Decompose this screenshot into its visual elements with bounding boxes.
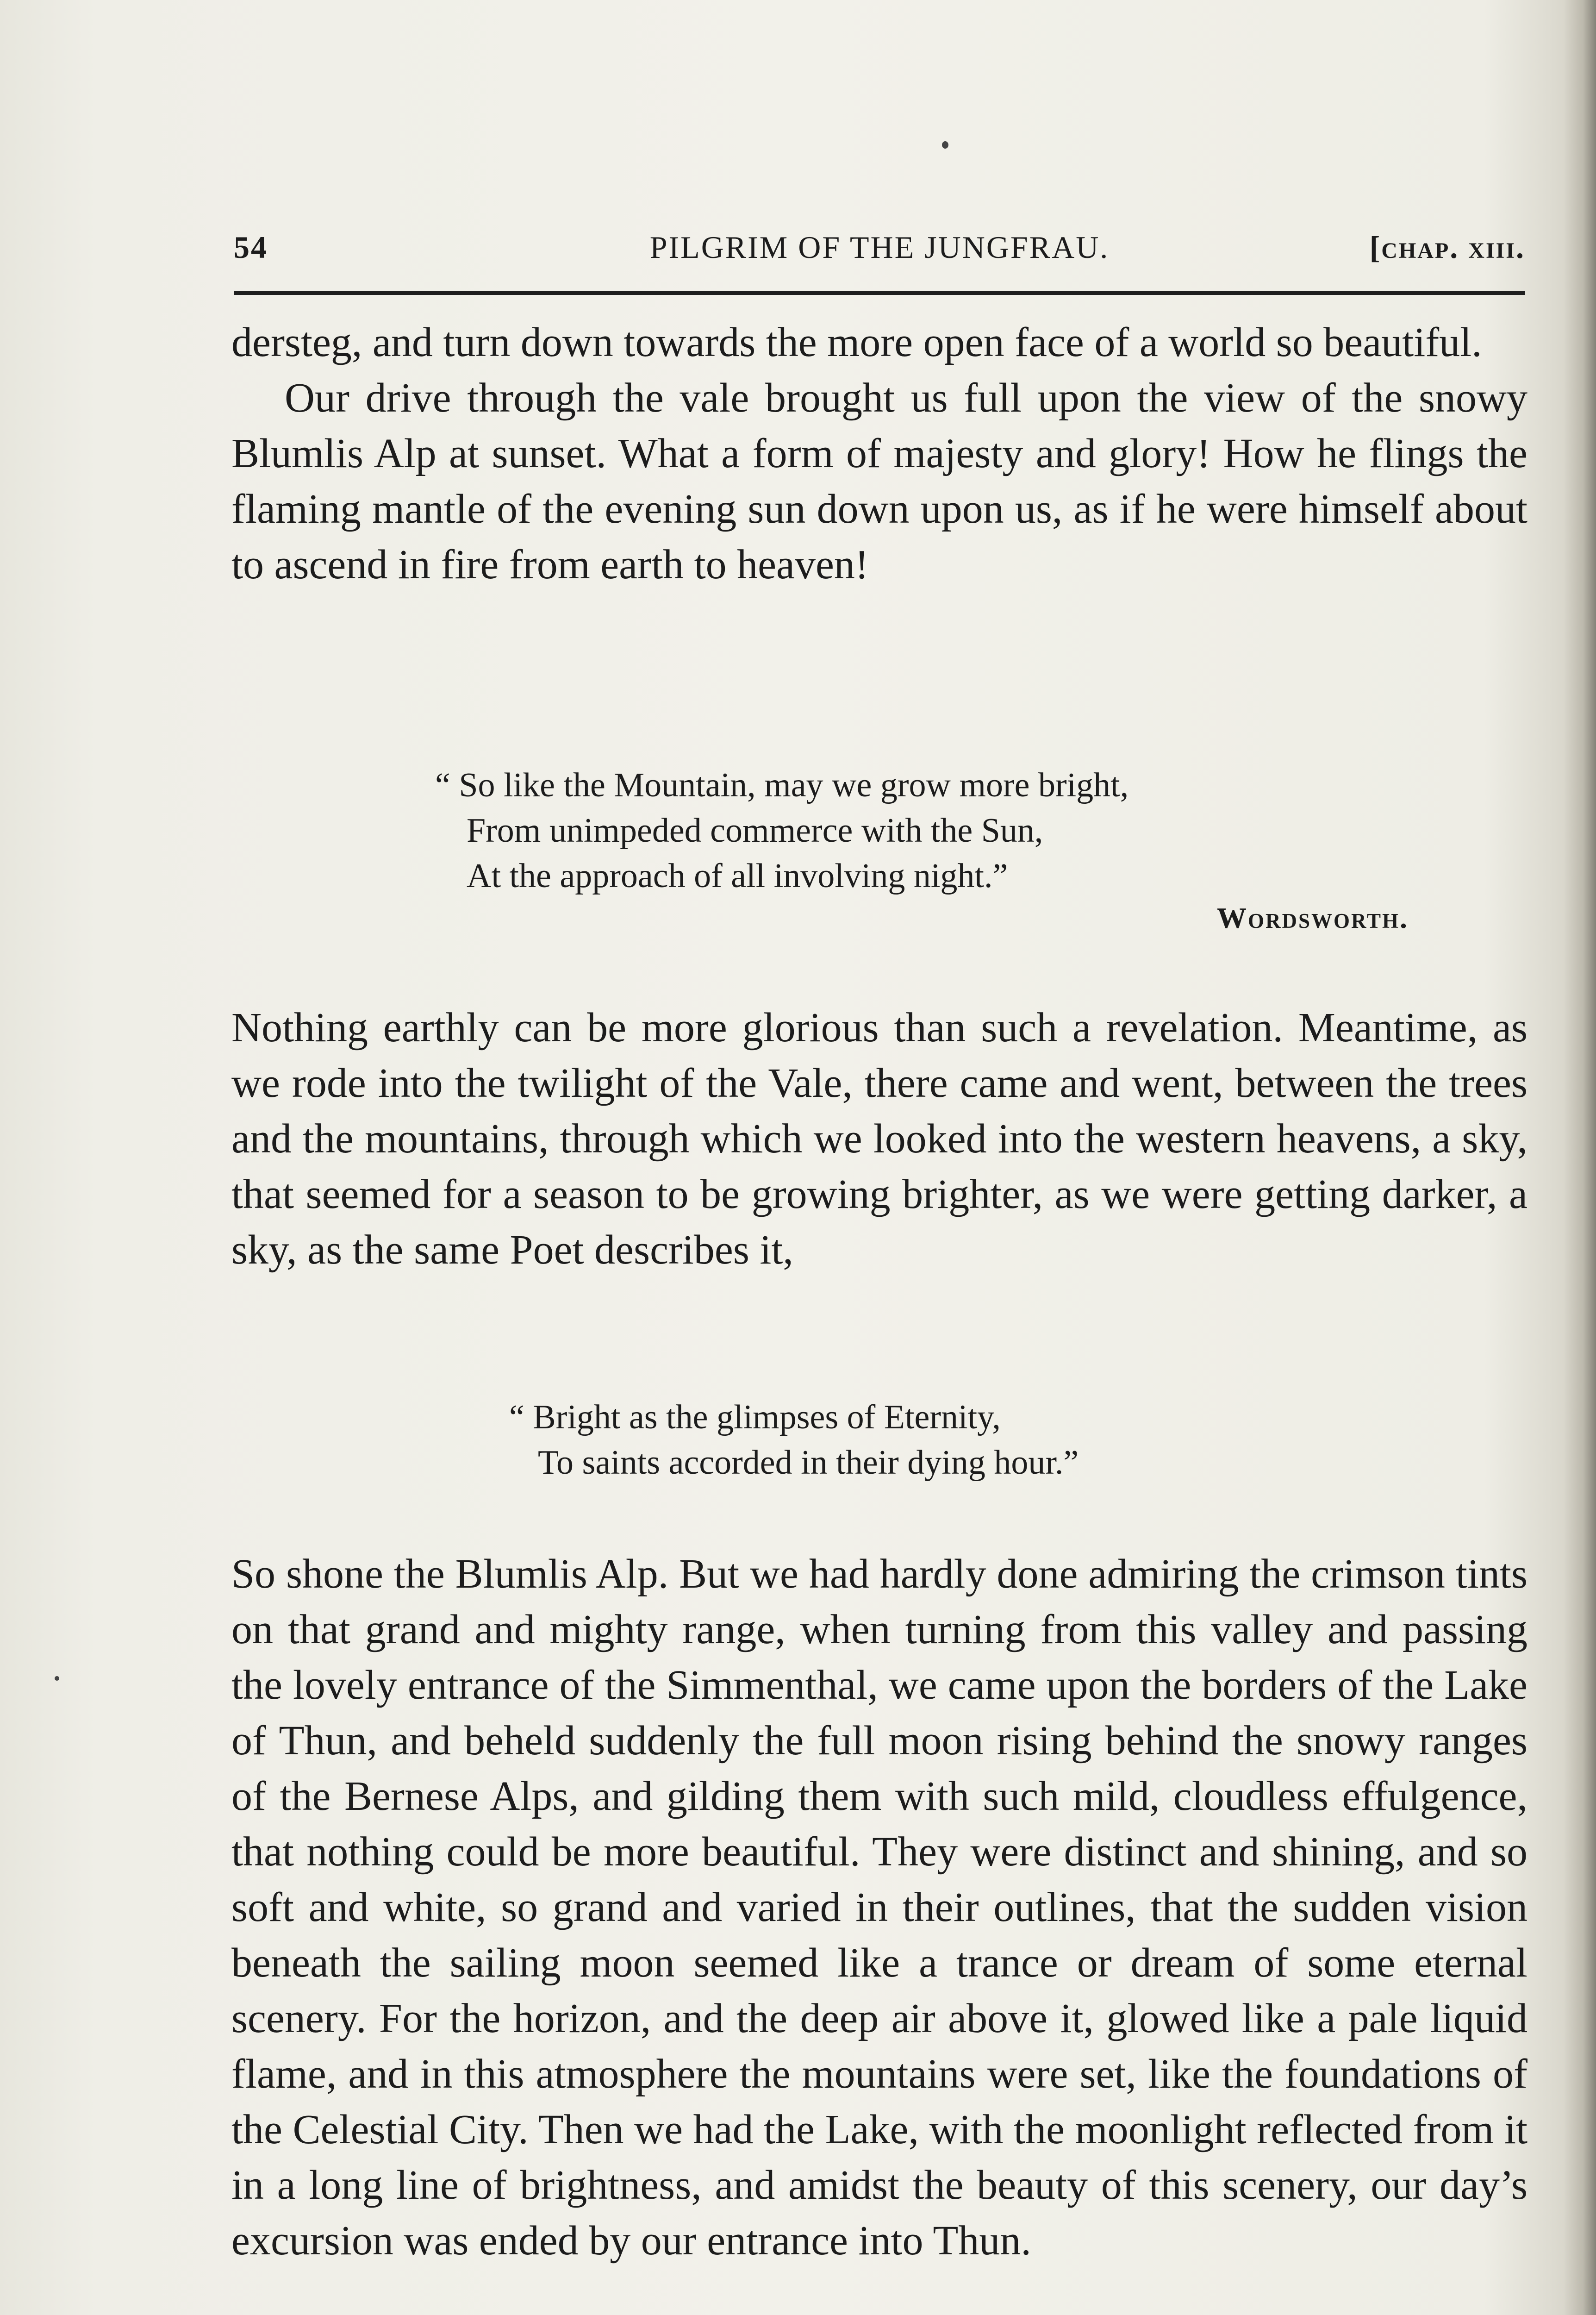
running-header — [234, 229, 1525, 271]
paragraph: Our drive through the vale brought us full upon the view of the snowy Blumlis Alp at sunset. What a form of majesty and glory! How he flings the flaming mantle of the evening sun down upon us, as if he were himself about to ascend in fire from earth to heaven! — [231, 375, 1527, 588]
text-block-middle — [231, 1000, 1527, 1278]
verse-line: At the approach of all involving night.” — [467, 857, 1008, 895]
header-rule — [234, 291, 1525, 295]
page-number: 54 — [234, 230, 268, 265]
verse-line: “ So like the Mountain, may we grow more bright, — [435, 766, 1129, 804]
text-block-opening — [231, 315, 1527, 593]
chapter-label: [chap. xiii. — [1369, 230, 1525, 265]
ink-speck — [942, 141, 948, 149]
verse-line: “ Bright as the glimpses of Eternity, — [509, 1398, 1001, 1436]
verse-line: From unimpeded commerce with the Sun, — [467, 812, 1043, 850]
verse-quote-eternity — [509, 1395, 1342, 1485]
verse-quote-wordsworth — [435, 763, 1407, 899]
verse-line: To saints accorded in their dying hour.” — [538, 1444, 1079, 1482]
text-block-closing — [231, 1546, 1527, 2269]
running-title: PILGRIM OF THE JUNGFRAU. — [649, 230, 1110, 265]
ink-speck — [55, 1676, 59, 1681]
page-edge-shadow — [1564, 0, 1596, 2315]
paragraph: So shone the Blumlis Alp. But we had hardly done admiring the crimson tints on that grand and mighty range, when turning from this valley and passing the lovely entrance of the Simmenthal, we came upon the borders of the Lake of Thun, and beheld suddenly the full moon rising behind the snowy ranges of the Bernese Alps, and gilding them with such mild, cloudless effulgence, that nothing could be more beautiful. They were distinct and shining, and so soft and white, so grand and varied in their outlines, that the sudden vision beneath the sailing moon seemed like a trance or dream of some eternal scenery. For the horizon, and the deep air above it, glowed like a pale liquid flame, and in this atmosphere the mountains were set, like the foundations of the Celestial City. Then we had the Lake, with the moonlight reflected from it in a long line of brightness, and amidst the beauty of this scenery, our day’s excursion was ended by our entrance into Thun. — [231, 1551, 1527, 2264]
paragraph: dersteg, and turn down towards the more open face of a world so beautiful. — [231, 319, 1482, 365]
paragraph: Nothing earthly can be more glorious than such a revelation. Meantime, as we rode into the twilight of the Vale, there came and went, between the trees and the mountains, through which we looked into the western heavens, a sky, that seemed for a season to be growing brighter, as we were getting darker, a sky, as the same Poet describes it, — [231, 1005, 1527, 1273]
verse-attribution: Wordsworth. — [1217, 901, 1409, 934]
